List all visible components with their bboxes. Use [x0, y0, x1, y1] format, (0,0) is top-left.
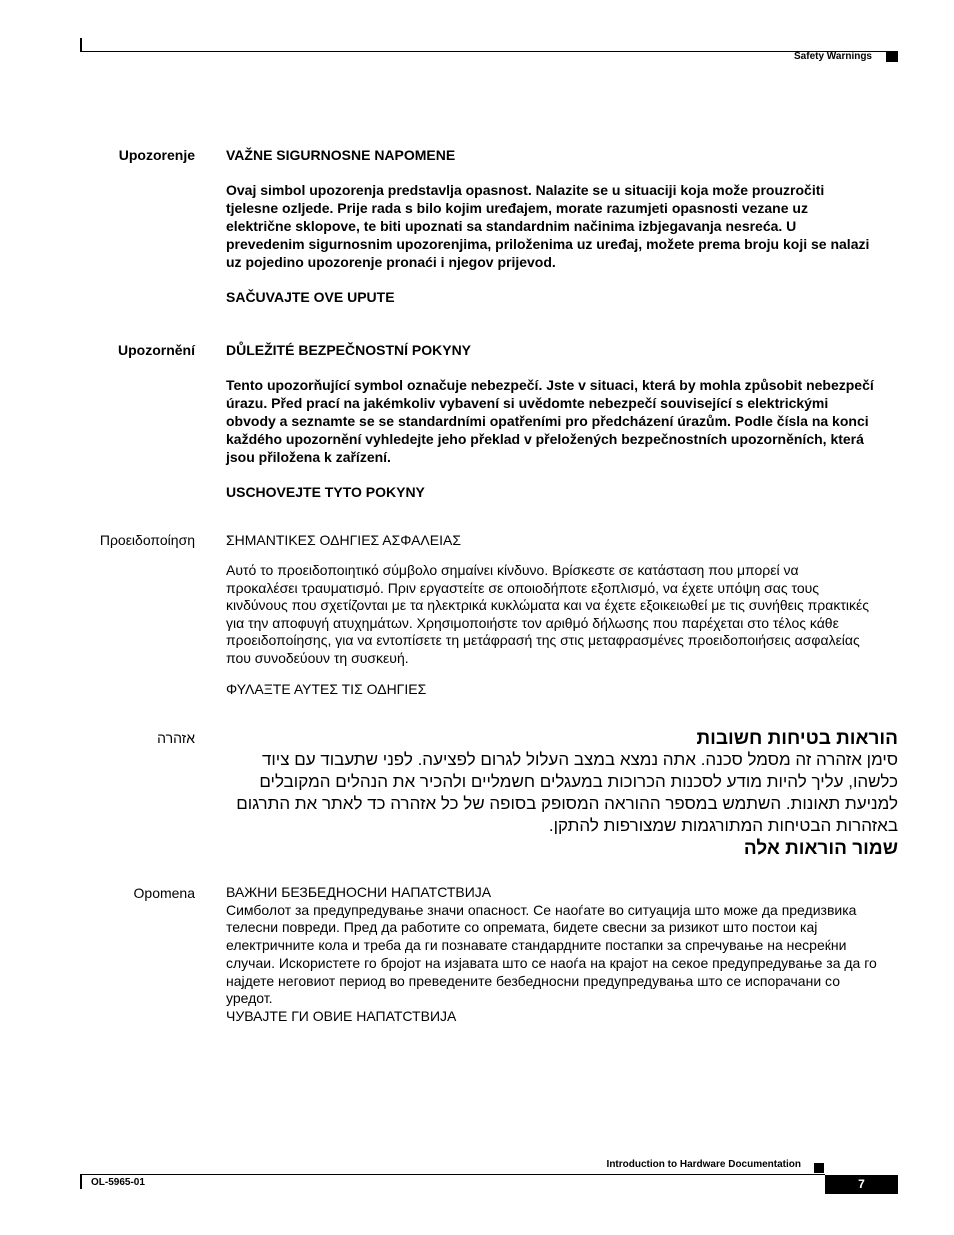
warning-body: סימן אזהרה זה מסמל סכנה. אתה נמצא במצב העלול לגרום לפציעה. לפני שתעבוד עם ציוד כלשהו, עליך להיות מודע לסכנות הכרוכות במעגלים חשמליים ולהכיר את הנהלים המקובלים למניעת תאונות. השתמש במספר ההוראה המסופק בסופה של כל אזהרה כד לאתר את התרגום באזהרות הבטיחות המתורגמות שמצורפות להתקן. — [236, 750, 898, 835]
warning-heading: הוראות בטיחות חשובות — [696, 728, 898, 749]
document-number: OL-5965-01 — [91, 1177, 145, 1188]
header-marker-square — [886, 51, 898, 62]
warning-footer: ΦΥΛΑΞΤΕ ΑΥΤΕΣ ΤΙΣ ΟΔΗΓΙΕΣ — [226, 681, 427, 697]
running-header-title: Safety Warnings — [794, 51, 872, 62]
warning-body: Ovaj simbol upozorenja predstavlja opasnost. Nalazite se u situaciji koja može prouzročiti tjelesne ozljede. Prije rada s bilo kojim uređajem, morate razumjeti opasnosti vezane uz električne sklopove, te biti upoznati sa standardnim načinima izbjegavanja nesreća. U prevedenim sigurnosnim upozorenjima, priloženima uz uređaj, možete prema broju koji se nalazi uz pojedino upozorenje pronaći i njegov prijevod. — [226, 182, 870, 270]
warning-content — [226, 531, 874, 698]
warning-content — [226, 146, 876, 306]
warning-label: Upozornění — [118, 342, 195, 358]
warning-label: Προειδοποίηση — [99, 532, 195, 548]
warning-body: Симболот за предупредување значи опасност. Се наоѓате во ситуација што може да предизвика телесни повреди. Пред да работите со опремата, бидете свесни за ризикот што постои кај електричните кола и треба да ги познавате стандардните постапки за спречување на несреќни случаи. Искористете го бројот на изјавата што се наоѓа на крајот на секое предупредување за да го најдете неговиот период во преведените безбедносни предупредувања што се испорачани со уредот. — [226, 901, 877, 1007]
warning-label: אזהרה — [157, 730, 195, 746]
warning-content — [226, 341, 876, 501]
footer-rule — [80, 1174, 825, 1175]
warning-footer: SAČUVAJTE OVE UPUTE — [226, 289, 395, 305]
warning-heading: ВАЖНИ БЕЗБЕДНОСНИ НАПАТСТВИЈА — [226, 884, 492, 900]
footer-marker-square — [814, 1163, 824, 1173]
warning-footer: ЧУВАЈТЕ ГИ ОВИЕ НАПАТСТВИЈА — [226, 1007, 457, 1024]
page-number: 7 — [825, 1175, 898, 1194]
warning-label: Upozorenje — [118, 147, 195, 163]
warning-footer: USCHOVEJTE TYTO POKYNY — [226, 484, 425, 500]
warning-footer: שמור הוראות אלה — [743, 838, 898, 859]
warning-content — [224, 729, 898, 861]
warning-body: Αυτό το προειδοποιητικό σύμβολο σημαίνει κίνδυνο. Βρίσκεστε σε κατάσταση που μπορεί να προκαλέσει τραυματισμό. Πριν εργαστείτε σε οποιοδήποτε εξοπλισμό, να έχετε υπόψη σας τους κινδύνους που σχετίζονται με τα ηλεκτρικά κυκλώματα και να έχετε εξοικειωθεί με τις συνήθεις πρακτικές για την αποφυγή ατυχημάτων. Χρησιμοποιήστε τον αριθμό δήλωσης που παρέχεται στο τέλος κάθε προειδοποίησης, για να εντοπίσετε τη μετάφρασή της στις μεταφρασμένες προειδοποιήσεις ασφαλείας που συνοδεύουν τη συσκευή. — [226, 562, 869, 666]
warning-content — [226, 884, 890, 1026]
warning-body: Tento upozorňující symbol označuje nebezpečí. Jste v situaci, která by mohla způsobit nebezpečí úrazu. Před prací na jakémkoliv vybavení si uvědomte nebezpečí související s elektrickými obvody a seznamte se se standardními opatřeními pro předcházení úrazům. Podle čísla na konci každého upozornění vyhledejte jeho překlad v přeložených bezpečnostních upozorněních, která jsou přiložena k zařízení. — [226, 377, 874, 465]
footer-document-title: Introduction to Hardware Documentation — [606, 1159, 801, 1170]
warning-heading: DŮLEŽITÉ BEZPEČNOSTNÍ POKYNY — [226, 342, 472, 358]
crop-mark-bottom-left — [80, 1175, 82, 1189]
warning-heading: ΣΗΜΑΝΤΙΚΕΣ ΟΔΗΓΙΕΣ ΑΣΦΑΛΕΙΑΣ — [226, 532, 461, 548]
warning-heading: VAŽNE SIGURNOSNE NAPOMENE — [226, 147, 456, 163]
warning-label: Opomena — [133, 885, 195, 901]
header-rule — [80, 51, 898, 52]
crop-mark-top-left — [80, 38, 82, 52]
